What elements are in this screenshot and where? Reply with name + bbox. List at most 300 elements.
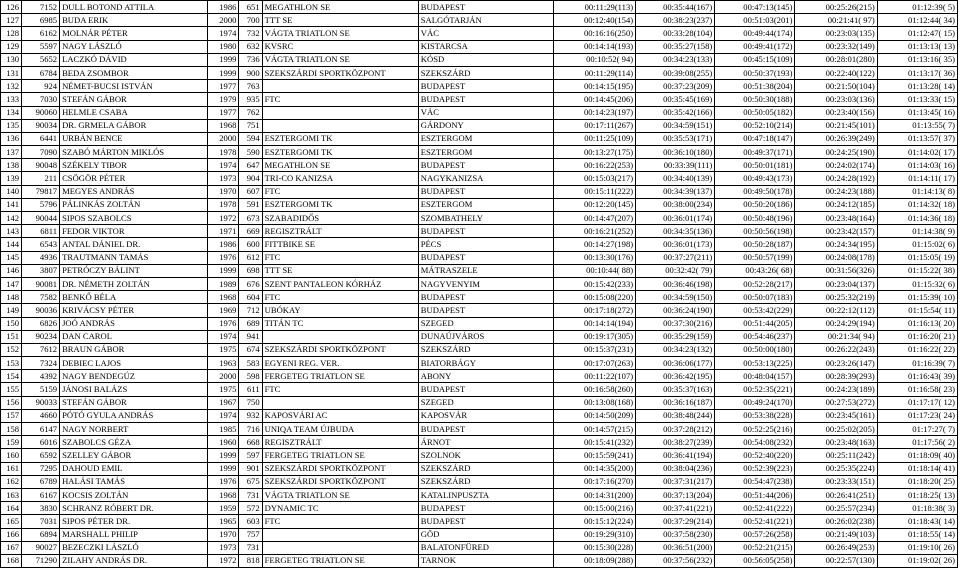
run-time-cell: 00:23:33(151) [795, 475, 877, 488]
swim-time-cell: 00:11:22(107) [553, 370, 635, 383]
t2-split-cell: 00:51:44(205) [715, 317, 795, 330]
bike-time-cell: 00:37:29(214) [636, 515, 715, 528]
bib-cell: 924 [22, 80, 60, 93]
club-cell [262, 330, 418, 343]
club-id-cell: 700 [239, 14, 262, 27]
bike-time-cell: 00:34:35(136) [636, 225, 715, 238]
club-cell [262, 528, 418, 541]
table-row [1, 317, 958, 330]
birth-year-cell: 1979 [207, 93, 239, 106]
run-time-cell: 00:23:45(161) [795, 409, 877, 422]
swim-time-cell: 00:14:15(195) [553, 80, 635, 93]
birth-year-cell: 1977 [207, 106, 239, 119]
city-cell: ESZTERGOM [418, 146, 553, 159]
bib-cell: 90027 [22, 541, 60, 554]
bib-cell: 7030 [22, 93, 60, 106]
total-time-cell: 01:19:02( 26) [877, 554, 957, 567]
table-row [1, 541, 958, 554]
run-time-cell: 00:21:49(103) [795, 528, 877, 541]
place-cell: 165 [1, 515, 22, 528]
bib-cell: 7612 [22, 343, 60, 356]
table-row [1, 449, 958, 462]
club-id-cell: 941 [239, 330, 262, 343]
club-cell: FERGETEG TRIATLON SE [262, 554, 418, 567]
bike-time-cell: 00:34:23(132) [636, 343, 715, 356]
table-row [1, 238, 958, 251]
city-cell: SZEKSZÁRD [418, 462, 553, 475]
club-cell: KVSRC [262, 40, 418, 53]
bib-cell: 90081 [22, 277, 60, 290]
place-cell: 142 [1, 212, 22, 225]
bike-time-cell: 00:37:13(204) [636, 488, 715, 501]
t2-split-cell: 00:51:38(204) [715, 80, 795, 93]
birth-year-cell: 1986 [207, 238, 239, 251]
table-row [1, 27, 958, 40]
birth-year-cell: 1963 [207, 357, 239, 370]
table-row [1, 502, 958, 515]
club-cell: MEGATHLON SE [262, 1, 418, 14]
name-cell: MARSHALL PHILIP [60, 528, 208, 541]
t2-split-cell: 00:56:05(258) [715, 554, 795, 567]
bib-cell: 71290 [22, 554, 60, 567]
club-cell: FERGETEG TRIATLON SE [262, 370, 418, 383]
bike-time-cell: 00:33:39(111) [636, 159, 715, 172]
swim-time-cell: 00:13:30(176) [553, 251, 635, 264]
club-id-cell: 904 [239, 172, 262, 185]
run-time-cell: 00:23:48(164) [795, 212, 877, 225]
t2-split-cell: 00:52:41(222) [715, 502, 795, 515]
t2-split-cell: 00:50:28(187) [715, 238, 795, 251]
club-cell: VÁGTA TRIATLON SE [262, 53, 418, 66]
swim-time-cell: 00:15:00(216) [553, 502, 635, 515]
swim-time-cell: 00:15:08(220) [553, 291, 635, 304]
table-row [1, 80, 958, 93]
birth-year-cell: 1975 [207, 343, 239, 356]
total-time-cell: 01:17:27( 7) [877, 423, 957, 436]
name-cell: BRAUN GÁBOR [60, 343, 208, 356]
city-cell: KAPOSVÁR [418, 409, 553, 422]
bike-time-cell: 00:37:23(209) [636, 80, 715, 93]
run-time-cell: 00:23:40(156) [795, 106, 877, 119]
swim-time-cell: 00:13:08(168) [553, 396, 635, 409]
club-cell: KAPOSVÁRI AC [262, 409, 418, 422]
birth-year-cell: 1986 [207, 1, 239, 14]
place-cell: 126 [1, 1, 22, 14]
name-cell: DEBIEC LAJOS [60, 357, 208, 370]
t2-split-cell: 00:57:26(258) [715, 528, 795, 541]
club-cell: TRI-CO KANIZSA [262, 172, 418, 185]
birth-year-cell: 1968 [207, 291, 239, 304]
swim-time-cell: 00:17:11(267) [553, 119, 635, 132]
bike-time-cell: 00:37:58(230) [636, 528, 715, 541]
place-cell: 153 [1, 357, 22, 370]
bike-time-cell: 00:38:04(236) [636, 462, 715, 475]
run-time-cell: 00:31:56(326) [795, 264, 877, 277]
name-cell: JOÓ ANDRÁS [60, 317, 208, 330]
t2-split-cell: 00:50:01(181) [715, 159, 795, 172]
name-cell: BEDA ZSOMBOR [60, 66, 208, 79]
birth-year-cell: 1974 [207, 330, 239, 343]
total-time-cell: 01:18:09( 40) [877, 449, 957, 462]
total-time-cell: 01:13:13( 13) [877, 40, 957, 53]
city-cell: BUDAPEST [418, 515, 553, 528]
place-cell: 130 [1, 53, 22, 66]
club-id-cell: 603 [239, 515, 262, 528]
place-cell: 139 [1, 172, 22, 185]
city-cell: BUDAPEST [418, 304, 553, 317]
city-cell: BUDAPEST [418, 80, 553, 93]
table-row [1, 172, 958, 185]
club-cell: DYNAMIC TC [262, 502, 418, 515]
name-cell: HALÁSI TAMÁS [60, 475, 208, 488]
total-time-cell: 01:14:36( 18) [877, 212, 957, 225]
bib-cell: 7152 [22, 1, 60, 14]
total-time-cell: 01:14:11( 17) [877, 172, 957, 185]
swim-time-cell: 00:19:17(305) [553, 330, 635, 343]
swim-time-cell: 00:14:50(209) [553, 409, 635, 422]
name-cell: STEFÁN GÁBOR [60, 93, 208, 106]
birth-year-cell: 1974 [207, 409, 239, 422]
club-id-cell: 932 [239, 409, 262, 422]
birth-year-cell: 1967 [207, 396, 239, 409]
total-time-cell: 01:13:45( 16) [877, 106, 957, 119]
run-time-cell: 00:25:11(242) [795, 449, 877, 462]
total-time-cell: 01:15:32( 6) [877, 277, 957, 290]
city-cell: SZEKSZÁRD [418, 343, 553, 356]
place-cell: 155 [1, 383, 22, 396]
table-row [1, 198, 958, 211]
birth-year-cell: 1999 [207, 449, 239, 462]
club-id-cell: 712 [239, 304, 262, 317]
place-cell: 157 [1, 409, 22, 422]
t2-split-cell: 00:53:38(228) [715, 409, 795, 422]
city-cell: KÓSD [418, 53, 553, 66]
club-id-cell: 583 [239, 357, 262, 370]
table-row [1, 423, 958, 436]
city-cell: BUDAPEST [418, 423, 553, 436]
club-cell [262, 80, 418, 93]
birth-year-cell: 1976 [207, 475, 239, 488]
run-time-cell: 00:24:25(190) [795, 146, 877, 159]
run-time-cell: 00:26:02(238) [795, 515, 877, 528]
swim-time-cell: 00:15:11(222) [553, 185, 635, 198]
bike-time-cell: 00:36:16(187) [636, 396, 715, 409]
swim-time-cell: 00:15:41(232) [553, 436, 635, 449]
place-cell: 140 [1, 185, 22, 198]
table-row [1, 462, 958, 475]
name-cell: BEZECZKI LÁSZLÓ [60, 541, 208, 554]
run-time-cell: 00:24:28(192) [795, 172, 877, 185]
club-id-cell: 611 [239, 383, 262, 396]
table-row [1, 132, 958, 145]
place-cell: 163 [1, 488, 22, 501]
total-time-cell: 01:14:38( 9) [877, 225, 957, 238]
name-cell: NAGY LÁSZLÓ [60, 40, 208, 53]
t2-split-cell: 00:54:47(238) [715, 475, 795, 488]
bib-cell: 6894 [22, 528, 60, 541]
table-row [1, 528, 958, 541]
name-cell: NÉMET-BUCSI ISTVÁN [60, 80, 208, 93]
city-cell: SZOMBATHELY [418, 212, 553, 225]
club-cell: SZEKSZÁRDI SPORTKÖZPONT [262, 66, 418, 79]
run-time-cell: 00:28:39(293) [795, 370, 877, 383]
table-row [1, 212, 958, 225]
run-time-cell: 00:24:02(174) [795, 159, 877, 172]
club-id-cell: 591 [239, 198, 262, 211]
bib-cell: 79817 [22, 185, 60, 198]
t2-split-cell: 00:50:05(182) [715, 106, 795, 119]
place-cell: 150 [1, 317, 22, 330]
swim-time-cell: 00:15:30(228) [553, 541, 635, 554]
club-cell: SZEKSZÁRDI SPORTKÖZPONT [262, 475, 418, 488]
bib-cell: 90036 [22, 304, 60, 317]
bib-cell: 3830 [22, 502, 60, 515]
birth-year-cell: 1974 [207, 159, 239, 172]
name-cell: TRAUTMANN TAMÁS [60, 251, 208, 264]
table-row [1, 185, 958, 198]
total-time-cell: 01:12:47( 15) [877, 27, 957, 40]
name-cell: DR. GRMELA GÁBOR [60, 119, 208, 132]
run-time-cell: 00:22:57(130) [795, 554, 877, 567]
club-cell [262, 396, 418, 409]
total-time-cell: 01:13:57( 37) [877, 132, 957, 145]
club-cell: UBÓKAY [262, 304, 418, 317]
city-cell: BUDAPEST [418, 383, 553, 396]
bike-time-cell: 00:33:28(104) [636, 27, 715, 40]
club-id-cell: 732 [239, 27, 262, 40]
name-cell: URBÁN BENCE [60, 132, 208, 145]
table-row [1, 225, 958, 238]
table-row [1, 475, 958, 488]
place-cell: 137 [1, 146, 22, 159]
run-time-cell: 00:23:03(135) [795, 27, 877, 40]
table-row [1, 119, 958, 132]
total-time-cell: 01:14:02( 17) [877, 146, 957, 159]
club-id-cell: 675 [239, 475, 262, 488]
name-cell: SZABOLCS GÉZA [60, 436, 208, 449]
bib-cell: 3807 [22, 264, 60, 277]
place-cell: 127 [1, 14, 22, 27]
bike-time-cell: 00:35:44(167) [636, 1, 715, 14]
swim-time-cell: 00:16:22(253) [553, 159, 635, 172]
club-id-cell: 669 [239, 225, 262, 238]
t2-split-cell: 00:53:13(225) [715, 357, 795, 370]
place-cell: 147 [1, 277, 22, 290]
birth-year-cell: 1965 [207, 515, 239, 528]
birth-year-cell: 2000 [207, 370, 239, 383]
birth-year-cell: 1975 [207, 383, 239, 396]
total-time-cell: 01:16:20( 21) [877, 330, 957, 343]
club-id-cell: 572 [239, 502, 262, 515]
run-time-cell: 00:21:45(101) [795, 119, 877, 132]
club-cell: FITTBIKE SE [262, 238, 418, 251]
name-cell: PETRÓCZY BÁLINT [60, 264, 208, 277]
t2-split-cell: 00:50:30(188) [715, 93, 795, 106]
run-time-cell: 00:24:23(188) [795, 185, 877, 198]
swim-time-cell: 00:14:57(215) [553, 423, 635, 436]
place-cell: 160 [1, 449, 22, 462]
bib-cell: 6592 [22, 449, 60, 462]
table-row [1, 383, 958, 396]
club-id-cell: 676 [239, 277, 262, 290]
total-time-cell: 01:18:25( 13) [877, 488, 957, 501]
birth-year-cell: 1970 [207, 528, 239, 541]
name-cell: KOCSIS ZOLTÁN [60, 488, 208, 501]
club-cell: VÁGTA TRIATLON SE [262, 488, 418, 501]
swim-time-cell: 00:10:44( 88) [553, 264, 635, 277]
t2-split-cell: 00:43:26( 68) [715, 264, 795, 277]
run-time-cell: 00:25:26(215) [795, 1, 877, 14]
t2-split-cell: 00:52:35(221) [715, 383, 795, 396]
club-cell: ESZTERGOMI TK [262, 198, 418, 211]
swim-time-cell: 00:11:25(109) [553, 132, 635, 145]
birth-year-cell: 1989 [207, 277, 239, 290]
city-cell: ABONY [418, 370, 553, 383]
t2-split-cell: 00:50:57(199) [715, 251, 795, 264]
total-time-cell: 01:16:13( 20) [877, 317, 957, 330]
bib-cell: 6543 [22, 238, 60, 251]
bib-cell: 6789 [22, 475, 60, 488]
bib-cell: 6167 [22, 488, 60, 501]
club-id-cell: 604 [239, 291, 262, 304]
run-time-cell: 00:23:48(163) [795, 436, 877, 449]
bike-time-cell: 00:37:31(217) [636, 475, 715, 488]
bike-time-cell: 00:34:23(133) [636, 53, 715, 66]
run-time-cell: 00:24:23(189) [795, 383, 877, 396]
bib-cell: 90048 [22, 159, 60, 172]
club-id-cell: 598 [239, 370, 262, 383]
bike-time-cell: 00:36:46(198) [636, 277, 715, 290]
bib-cell: 5796 [22, 198, 60, 211]
total-time-cell: 01:15:54( 11) [877, 304, 957, 317]
name-cell: DAN CAROL [60, 330, 208, 343]
name-cell: SZELLEY GÁBOR [60, 449, 208, 462]
table-row [1, 409, 958, 422]
bib-cell: 6784 [22, 66, 60, 79]
run-time-cell: 00:21:50(104) [795, 80, 877, 93]
club-id-cell: 594 [239, 132, 262, 145]
bike-time-cell: 00:37:56(232) [636, 554, 715, 567]
bike-time-cell: 00:36:10(180) [636, 146, 715, 159]
bib-cell: 7582 [22, 291, 60, 304]
club-id-cell: 818 [239, 554, 262, 567]
place-cell: 136 [1, 132, 22, 145]
city-cell: TARNOK [418, 554, 553, 567]
bib-cell: 6162 [22, 27, 60, 40]
city-cell: GÖD [418, 528, 553, 541]
table-row [1, 515, 958, 528]
t2-split-cell: 00:50:56(198) [715, 225, 795, 238]
club-cell [262, 106, 418, 119]
table-row [1, 106, 958, 119]
bib-cell: 7295 [22, 462, 60, 475]
club-cell: FTC [262, 291, 418, 304]
club-cell: FTC [262, 185, 418, 198]
club-cell: EGYENI REG. VER. [262, 357, 418, 370]
run-time-cell: 00:21:34( 94) [795, 330, 877, 343]
bib-cell: 211 [22, 172, 60, 185]
city-cell: BUDAPEST [418, 225, 553, 238]
name-cell: STEFÁN GÁBOR [60, 396, 208, 409]
name-cell: KRIVÁCSY PÉTER [60, 304, 208, 317]
city-cell: SALGÓTARJÁN [418, 14, 553, 27]
t2-split-cell: 00:49:44(174) [715, 27, 795, 40]
club-id-cell: 689 [239, 317, 262, 330]
table-row [1, 159, 958, 172]
place-cell: 146 [1, 264, 22, 277]
run-time-cell: 00:23:32(149) [795, 40, 877, 53]
total-time-cell: 01:15:05( 19) [877, 251, 957, 264]
city-cell: ESZTERGOM [418, 132, 553, 145]
t2-split-cell: 00:49:43(173) [715, 172, 795, 185]
birth-year-cell: 1999 [207, 462, 239, 475]
t2-split-cell: 00:50:37(193) [715, 66, 795, 79]
run-time-cell: 00:24:29(194) [795, 317, 877, 330]
table-row [1, 357, 958, 370]
city-cell: BUDAPEST [418, 251, 553, 264]
club-id-cell: 668 [239, 436, 262, 449]
city-cell: DUNAÚJVÁROS [418, 330, 553, 343]
run-time-cell: 00:28:01(280) [795, 53, 877, 66]
table-row [1, 251, 958, 264]
birth-year-cell: 1972 [207, 554, 239, 567]
city-cell: VÁC [418, 106, 553, 119]
t2-split-cell: 00:52:40(220) [715, 449, 795, 462]
place-cell: 138 [1, 159, 22, 172]
place-cell: 168 [1, 554, 22, 567]
birth-year-cell: 1978 [207, 198, 239, 211]
total-time-cell: 01:14:13( 8) [877, 185, 957, 198]
club-id-cell: 751 [239, 119, 262, 132]
swim-time-cell: 00:16:58(260) [553, 383, 635, 396]
place-cell: 134 [1, 106, 22, 119]
club-id-cell: 935 [239, 93, 262, 106]
table-row [1, 277, 958, 290]
name-cell: PÓTÓ GYULA ANDRÁS [60, 409, 208, 422]
club-id-cell: 597 [239, 449, 262, 462]
birth-year-cell: 1977 [207, 80, 239, 93]
club-cell: ESZTERGOMI TK [262, 132, 418, 145]
city-cell: SZOLNOK [418, 449, 553, 462]
bib-cell: 7324 [22, 357, 60, 370]
swim-time-cell: 00:16:16(250) [553, 27, 635, 40]
club-id-cell: 736 [239, 53, 262, 66]
bike-time-cell: 00:38:27(239) [636, 436, 715, 449]
city-cell: BUDAPEST [418, 185, 553, 198]
t2-split-cell: 00:49:50(178) [715, 185, 795, 198]
place-cell: 164 [1, 502, 22, 515]
run-time-cell: 00:26:22(243) [795, 343, 877, 356]
swim-time-cell: 00:16:21(252) [553, 225, 635, 238]
total-time-cell: 01:16:58( 23) [877, 383, 957, 396]
club-id-cell: 901 [239, 462, 262, 475]
run-time-cell: 00:21:41( 97) [795, 14, 877, 27]
bike-time-cell: 00:37:41(221) [636, 502, 715, 515]
place-cell: 141 [1, 198, 22, 211]
birth-year-cell: 1999 [207, 264, 239, 277]
t2-split-cell: 00:50:07(183) [715, 291, 795, 304]
place-cell: 144 [1, 238, 22, 251]
swim-time-cell: 00:15:37(231) [553, 343, 635, 356]
birth-year-cell: 1980 [207, 40, 239, 53]
city-cell: ÁRNOT [418, 436, 553, 449]
swim-time-cell: 00:10:52( 94) [553, 53, 635, 66]
swim-time-cell: 00:17:16(270) [553, 475, 635, 488]
bib-cell: 6147 [22, 423, 60, 436]
birth-year-cell: 1985 [207, 423, 239, 436]
name-cell: HELMLE CSABA [60, 106, 208, 119]
bib-cell: 5159 [22, 383, 60, 396]
